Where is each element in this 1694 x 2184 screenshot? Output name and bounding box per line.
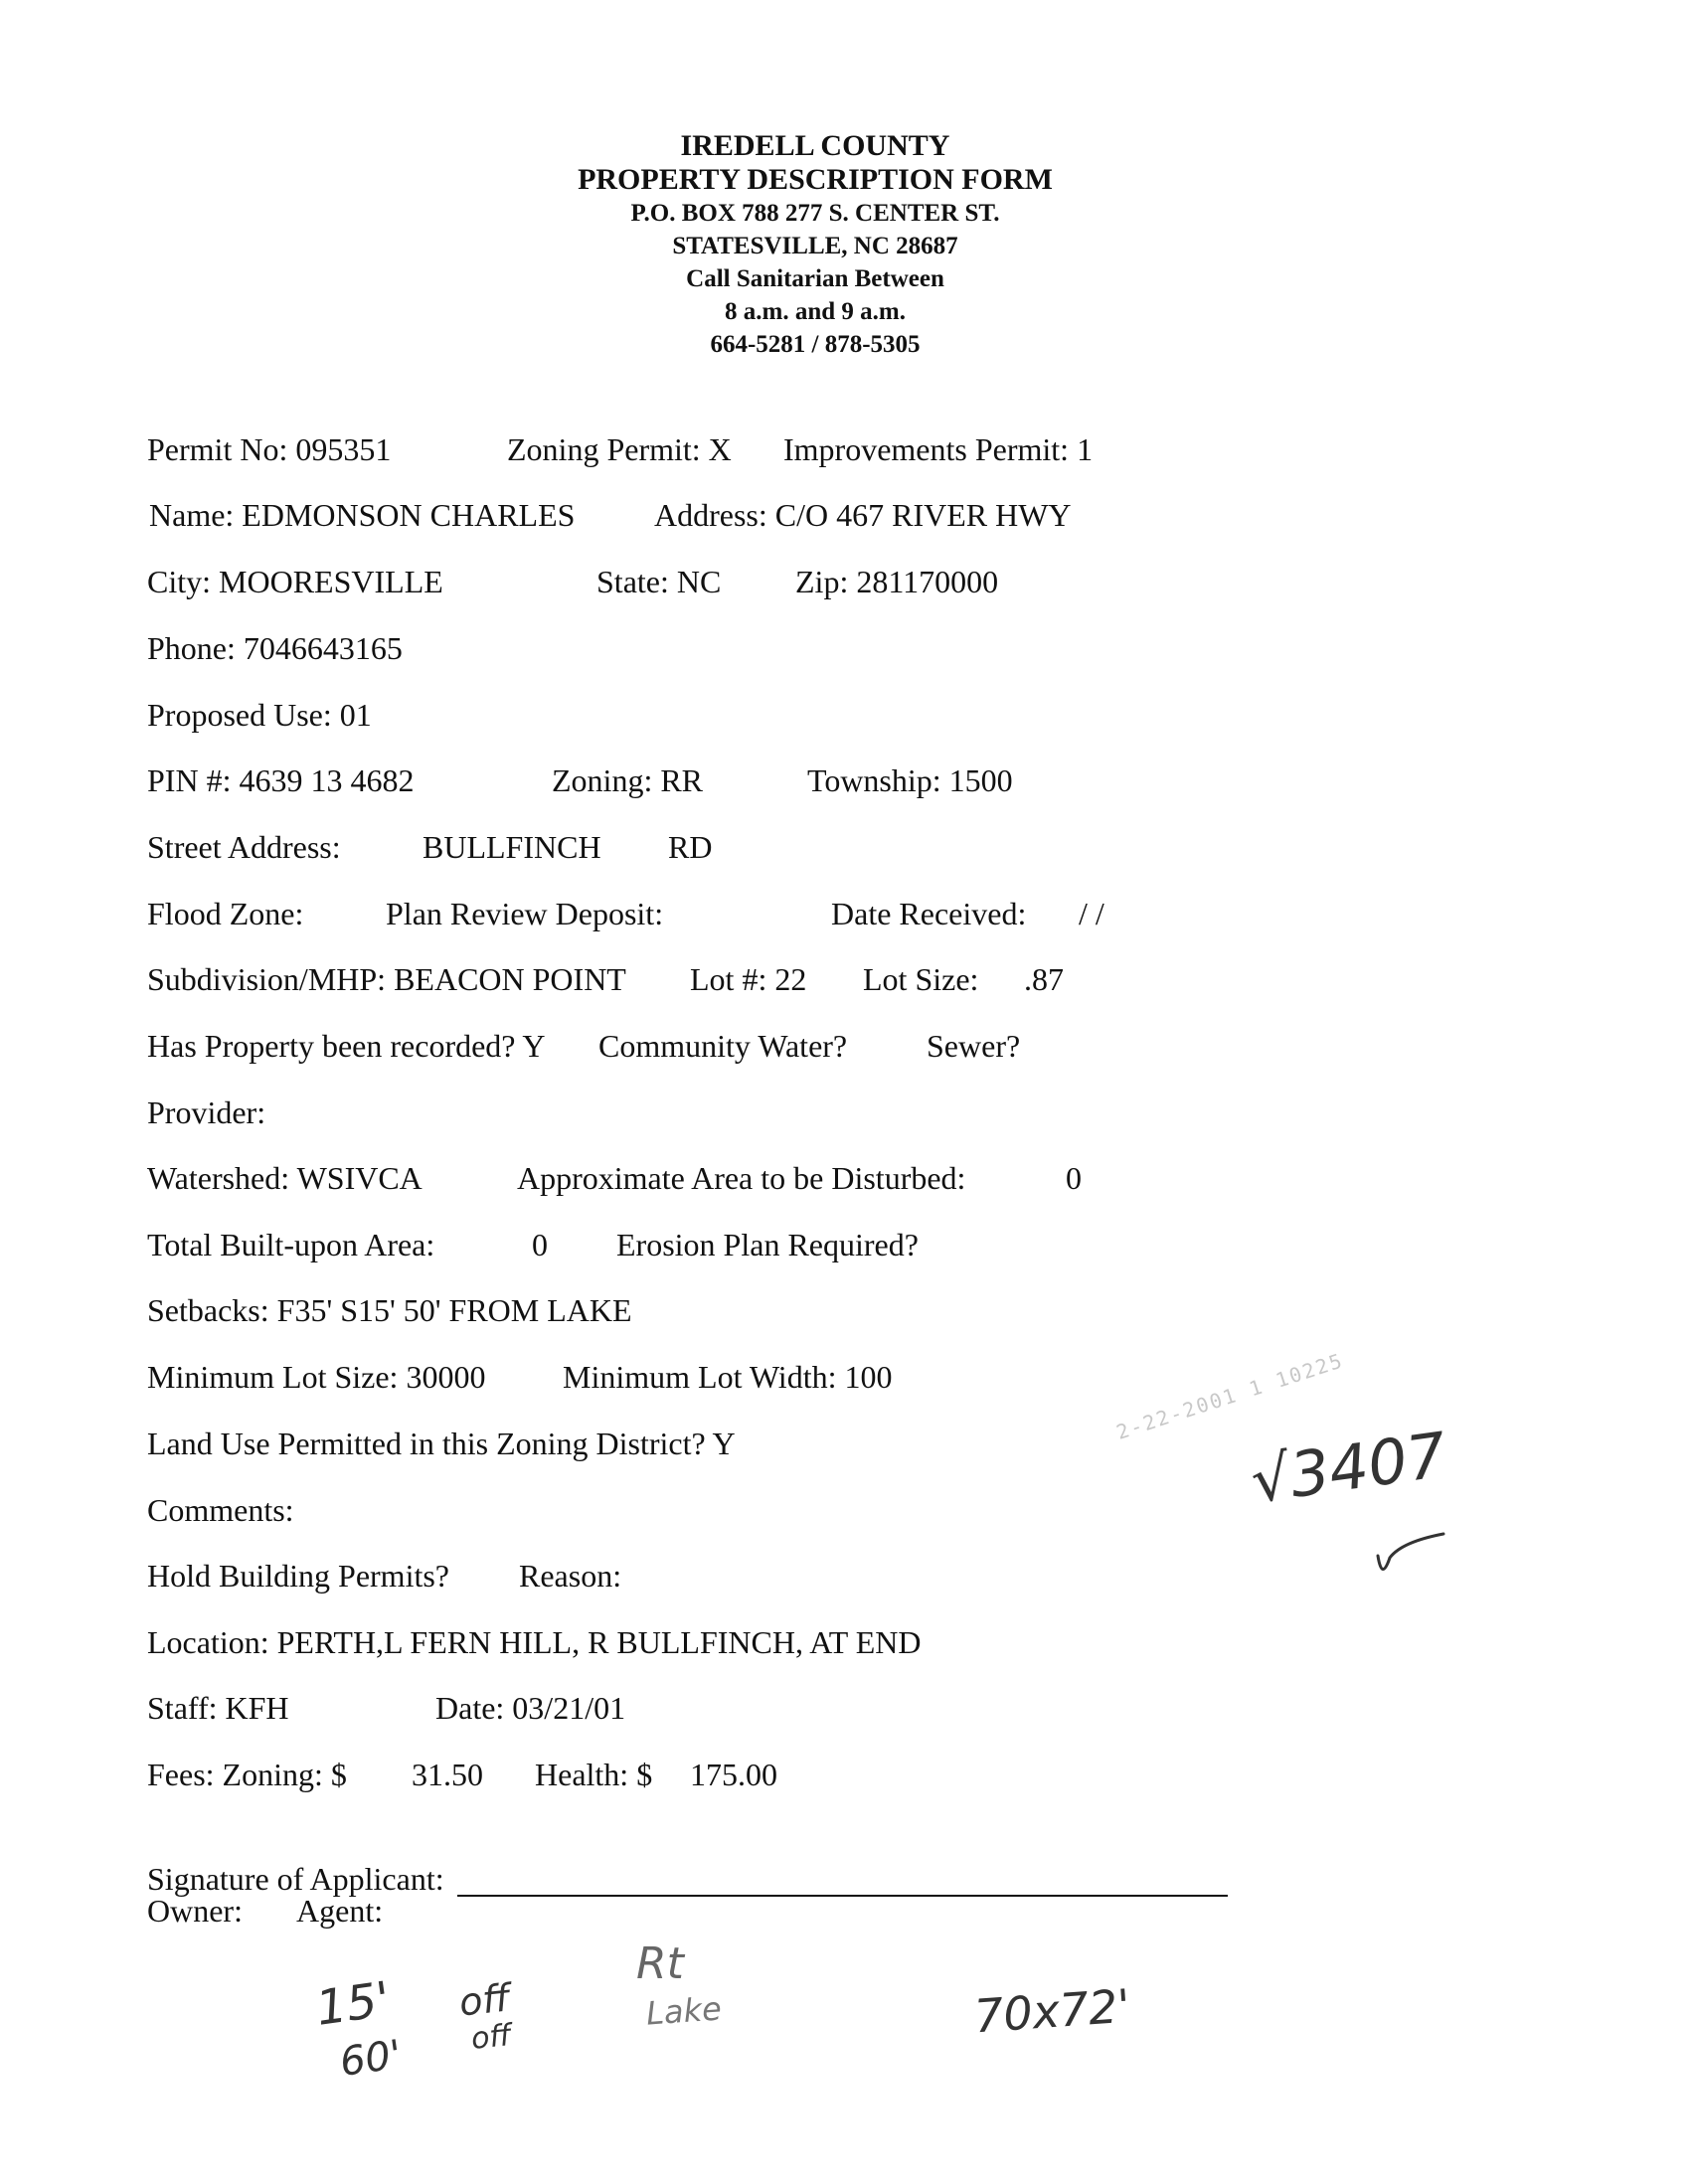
owner-label: Owner: — [147, 1893, 243, 1929]
lot-size-value: .87 — [1024, 961, 1064, 997]
handwritten-note: 60' — [337, 2031, 405, 2087]
lot-number: Lot #: 22 — [690, 961, 807, 997]
plan-review-deposit: Plan Review Deposit: — [386, 896, 664, 931]
zoning: Zoning: RR — [552, 762, 704, 798]
handwritten-note: Rt — [636, 1938, 684, 1989]
signature-line — [457, 1895, 1228, 1897]
applicant-address: Address: C/O 467 RIVER HWY — [654, 497, 1072, 533]
applicant-name: Name: EDMONSON CHARLES — [149, 497, 576, 533]
built-upon-value: 0 — [532, 1227, 548, 1262]
proposed-use: Proposed Use: 01 — [147, 697, 372, 733]
date-received-value: / / — [1079, 896, 1104, 931]
received-stamp: 2-22-2001 1 10225 — [1113, 1348, 1347, 1444]
handwritten-note: Lake — [644, 1989, 723, 2033]
date-received: Date Received: — [831, 896, 1027, 931]
handwritten-dimensions: 70x72' — [972, 1978, 1132, 2044]
location: Location: PERTH,L FERN HILL, R BULLFINCH, AT END — [147, 1624, 922, 1660]
agent-label: Agent: — [296, 1893, 384, 1929]
county-name: IREDELL COUNTY — [680, 129, 950, 162]
zoning-permit: Zoning Permit: X — [507, 431, 732, 467]
area-disturbed-label: Approximate Area to be Disturbed: — [517, 1160, 966, 1196]
reason: Reason: — [519, 1558, 622, 1594]
minimum-lot-width: Minimum Lot Width: 100 — [563, 1359, 893, 1395]
property-recorded: Has Property been recorded? Y — [147, 1028, 546, 1064]
setbacks: Setbacks: F35' S15' 50' FROM LAKE — [147, 1292, 632, 1328]
handwritten-checkmark-icon — [1372, 1526, 1451, 1586]
form-header — [0, 129, 1630, 361]
area-disturbed-value: 0 — [1066, 1160, 1082, 1196]
office-address: P.O. BOX 788 277 S. CENTER ST. — [630, 200, 1000, 227]
office-phones: 664-5281 / 878-5305 — [710, 331, 921, 358]
call-hours: 8 a.m. and 9 a.m. — [725, 298, 906, 325]
zip: Zip: 281170000 — [795, 564, 999, 599]
date: Date: 03/21/01 — [435, 1690, 626, 1726]
street-suffix: RD — [668, 829, 713, 865]
flood-zone: Flood Zone: — [147, 896, 304, 931]
fees-zoning-label: Fees: Zoning: $ — [147, 1757, 347, 1792]
improvements-permit: Improvements Permit: 1 — [783, 431, 1094, 467]
township: Township: 1500 — [807, 762, 1013, 798]
comments: Comments: — [147, 1492, 294, 1528]
phone: Phone: 7046643165 — [147, 630, 403, 666]
permit-number: Permit No: 095351 — [147, 431, 392, 467]
land-use-permitted: Land Use Permitted in this Zoning District? Y — [147, 1426, 736, 1461]
state: State: NC — [596, 564, 722, 599]
handwritten-note: off — [469, 2018, 513, 2057]
community-water: Community Water? — [598, 1028, 848, 1064]
watershed: Watershed: WSIVCA — [147, 1160, 423, 1196]
lot-size-label: Lot Size: — [863, 961, 979, 997]
erosion-plan: Erosion Plan Required? — [616, 1227, 919, 1262]
call-instructions: Call Sanitarian Between — [686, 265, 944, 292]
form-title: PROPERTY DESCRIPTION FORM — [578, 163, 1053, 196]
fees-health-label: Health: $ — [535, 1757, 653, 1792]
street-address-label: Street Address: — [147, 829, 341, 865]
sewer: Sewer? — [927, 1028, 1021, 1064]
handwritten-note: off — [456, 1975, 512, 2025]
city: City: MOORESVILLE — [147, 564, 443, 599]
handwritten-note: 15' — [312, 1971, 394, 2037]
fees-zoning-value: 31.50 — [412, 1757, 483, 1792]
office-city: STATESVILLE, NC 28687 — [672, 233, 958, 259]
hold-building-permits: Hold Building Permits? — [147, 1558, 449, 1594]
signature-label: Signature of Applicant: — [147, 1861, 444, 1897]
subdivision: Subdivision/MHP: BEACON POINT — [147, 961, 626, 997]
provider: Provider: — [147, 1094, 266, 1130]
handwritten-check-note: √3407 — [1246, 1418, 1451, 1518]
built-upon-label: Total Built-upon Area: — [147, 1227, 435, 1262]
staff: Staff: KFH — [147, 1690, 289, 1726]
street-name: BULLFINCH — [423, 829, 601, 865]
fees-health-value: 175.00 — [690, 1757, 777, 1792]
minimum-lot-size: Minimum Lot Size: 30000 — [147, 1359, 486, 1395]
pin-number: PIN #: 4639 13 4682 — [147, 762, 415, 798]
